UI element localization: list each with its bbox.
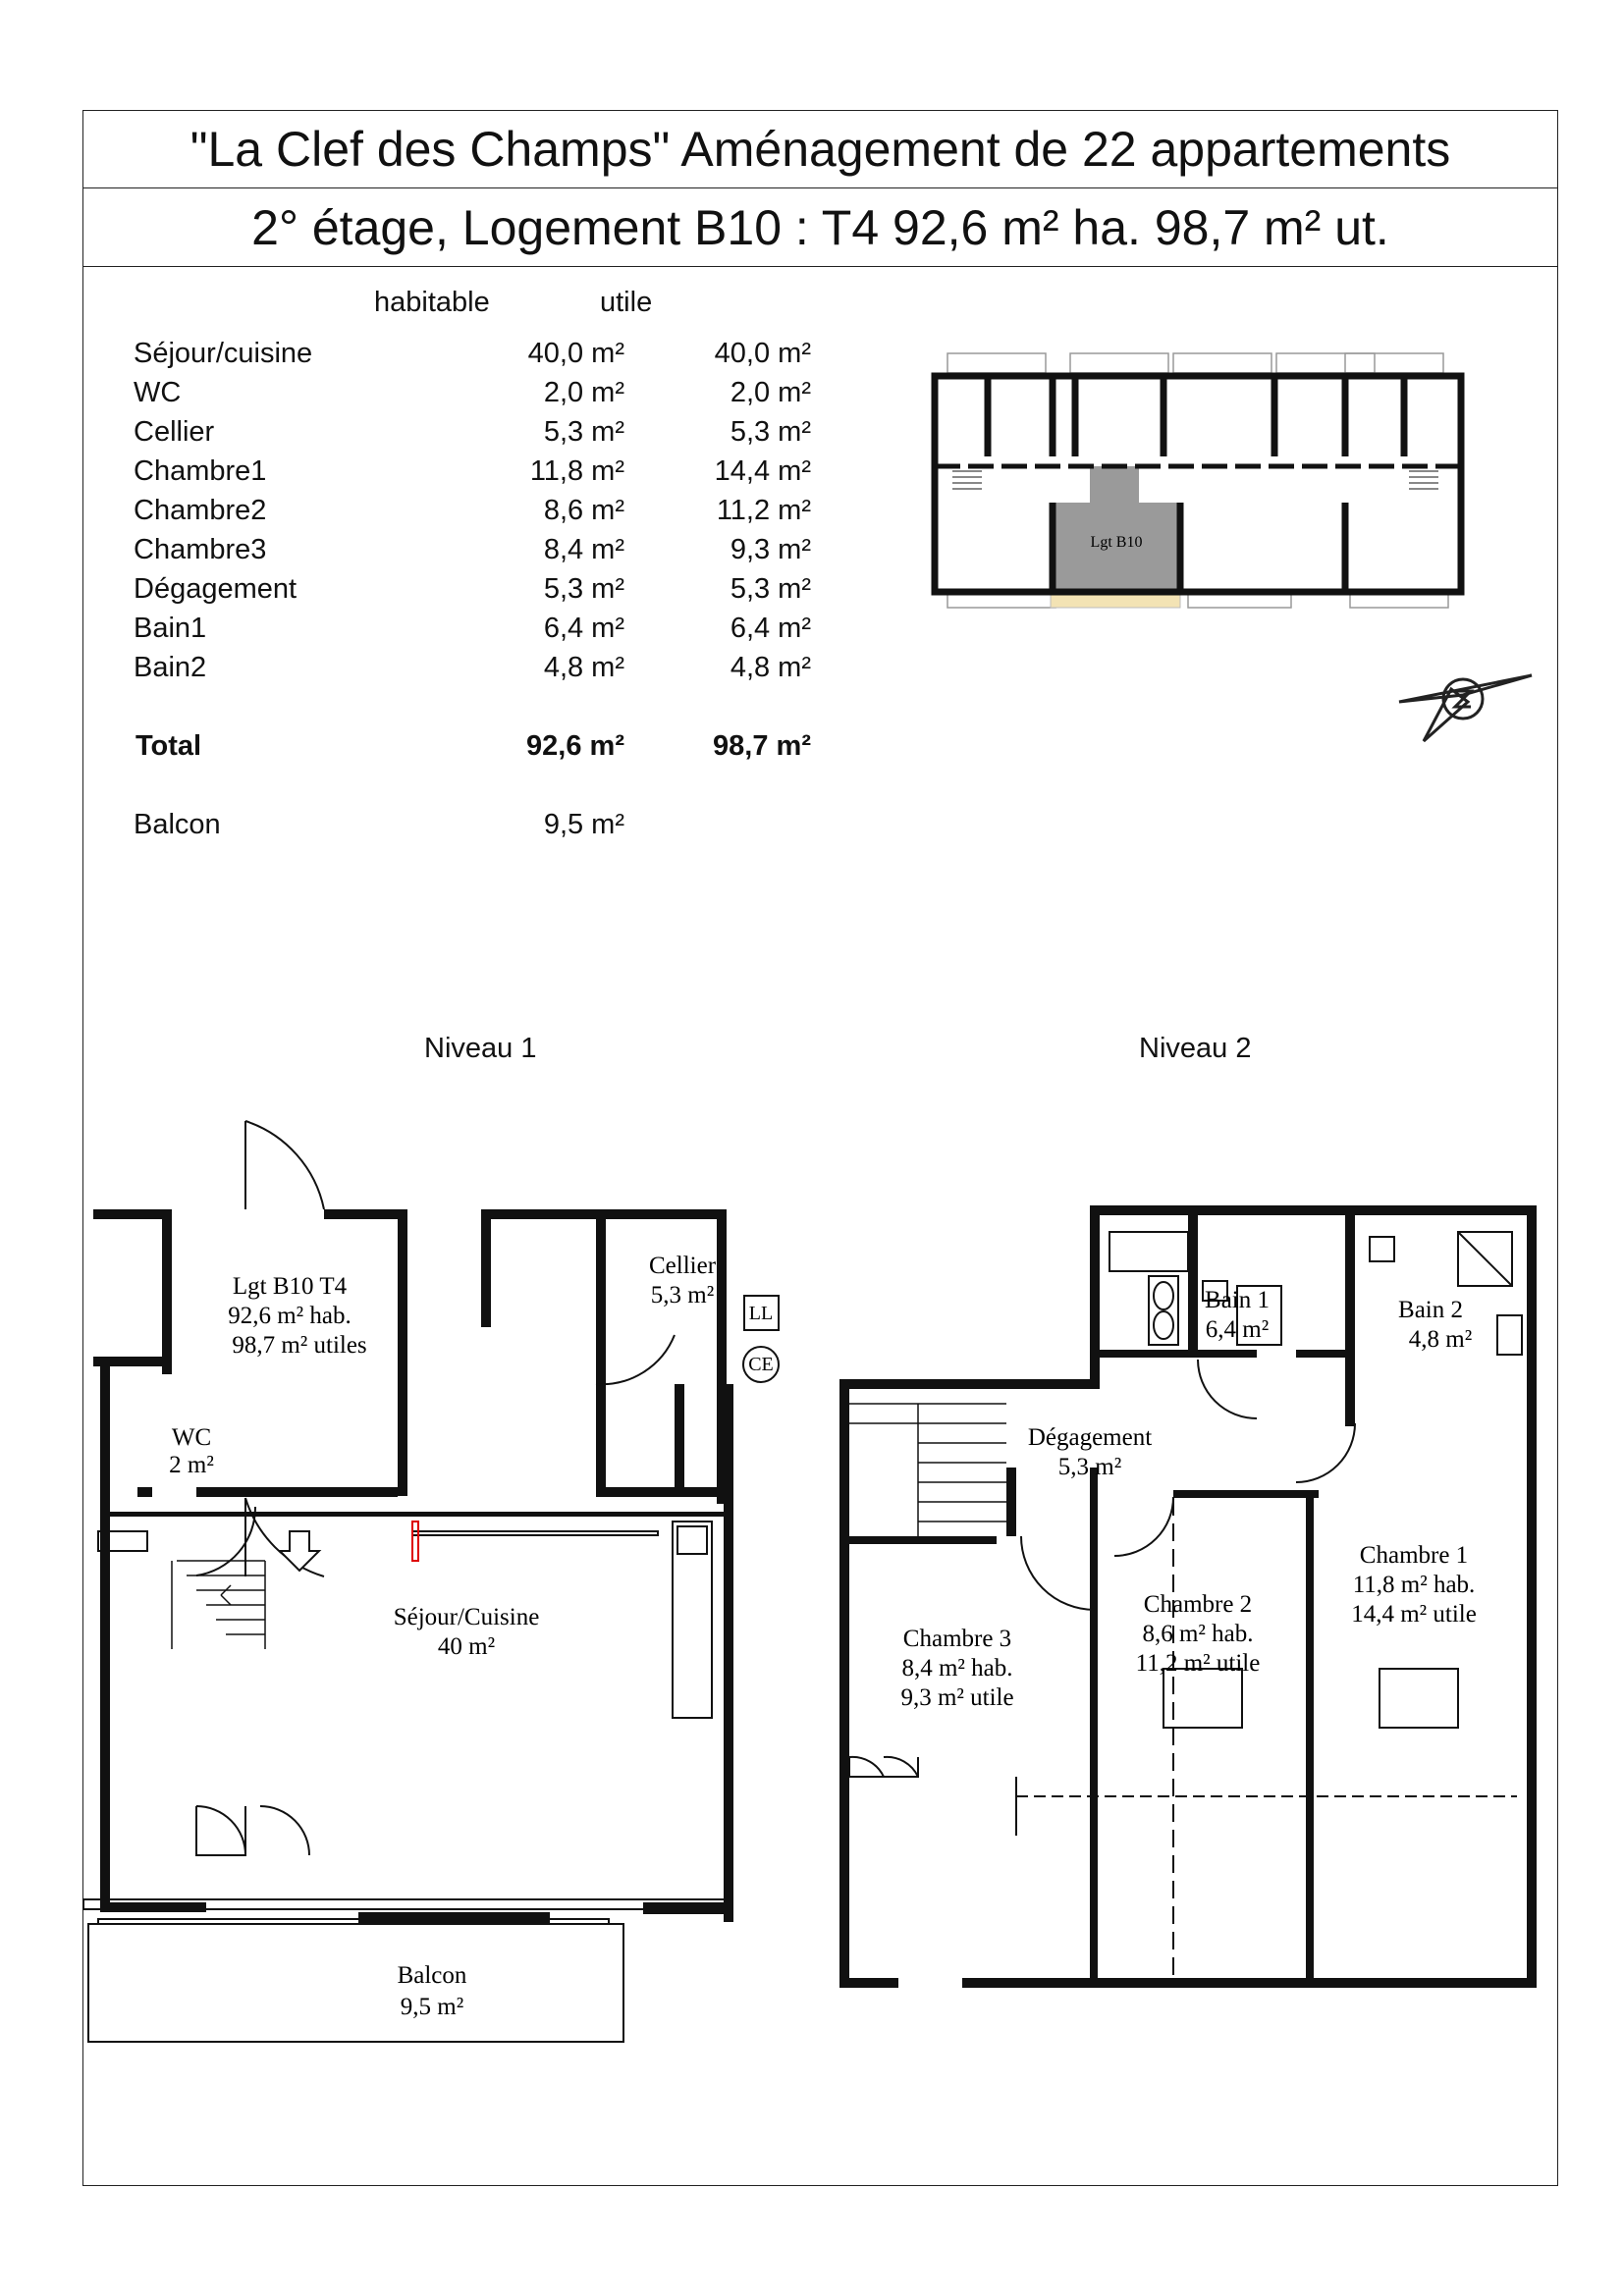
area-habitable: 40,0 m² — [527, 338, 624, 369]
ce-label: CE — [748, 1354, 774, 1375]
area-utile: 9,3 m² — [730, 534, 811, 565]
compass-icon — [1394, 648, 1542, 746]
area-habitable: 11,8 m² — [529, 455, 624, 487]
room-name: Dégagement — [134, 573, 298, 605]
floor-plan-level-1 — [79, 1099, 844, 2020]
area-habitable: 6,4 m² — [543, 613, 624, 644]
sejour-name: Séjour/Cuisine — [393, 1604, 540, 1630]
key-plan-unit — [1053, 466, 1180, 592]
key-plan-unit-label: Lgt B10 — [1090, 534, 1143, 551]
sheet-subtitle: 2° étage, Logement B10 : T4 92,6 m² ha. 98,7 m² ut. — [83, 188, 1557, 267]
room-name: Bain1 — [134, 613, 207, 644]
entry-utiles: 98,7 m² utiles — [232, 1332, 367, 1359]
area-utile: 11,2 m² — [716, 495, 811, 526]
chambre1-name: Chambre 1 — [1359, 1542, 1469, 1569]
chambre1-utile: 14,4 m² utile — [1351, 1601, 1477, 1628]
key-plan-balcony — [1051, 594, 1180, 608]
level-1-label: Niveau 1 — [424, 1033, 537, 1064]
level-2-label: Niveau 2 — [1139, 1033, 1252, 1064]
sejour-area: 40 m² — [437, 1633, 496, 1660]
col-header-utile: utile — [600, 287, 653, 318]
area-utile: 6,4 m² — [730, 613, 811, 644]
area-utile: 5,3 m² — [730, 416, 811, 448]
area-utile: 5,3 m² — [730, 573, 811, 605]
wc-area: 2 m² — [169, 1452, 214, 1478]
bain1-name: Bain 1 — [1205, 1287, 1270, 1313]
degagement-name: Dégagement — [1027, 1424, 1153, 1451]
bain1-area: 6,4 m² — [1205, 1316, 1270, 1343]
room-name: Chambre1 — [134, 455, 267, 487]
walls-level-1 — [93, 1209, 733, 1924]
area-habitable: 5,3 m² — [543, 416, 624, 448]
stair-arrow-icon — [221, 1585, 231, 1605]
entrance-arrow-icon — [280, 1531, 319, 1571]
total-habitable: 92,6 m² — [526, 730, 624, 762]
area-habitable: 5,3 m² — [543, 573, 624, 605]
total-label: Total — [135, 730, 202, 762]
entry-label: Lgt B10 T4 — [232, 1273, 348, 1300]
area-utile: 2,0 m² — [730, 377, 811, 408]
balcony-habitable: 9,5 m² — [543, 809, 624, 840]
key-plan — [923, 348, 1473, 623]
room-name: Bain2 — [134, 652, 207, 683]
wc-name: WC — [171, 1424, 212, 1451]
cellier-area: 5,3 m² — [650, 1282, 715, 1308]
col-header-habitable: habitable — [374, 287, 490, 318]
room-name: Séjour/cuisine — [134, 338, 313, 369]
room-name: WC — [134, 377, 182, 408]
chambre3-name: Chambre 3 — [902, 1626, 1012, 1652]
chambre2-hab: 8,6 m² hab. — [1142, 1621, 1254, 1647]
degagement-area: 5,3 m² — [1057, 1454, 1122, 1480]
area-utile: 14,4 m² — [714, 455, 811, 487]
ll-label: LL — [748, 1303, 774, 1324]
bain2-area: 4,8 m² — [1408, 1326, 1473, 1353]
floor-plan-level-2 — [825, 1188, 1561, 1855]
area-habitable: 2,0 m² — [543, 377, 624, 408]
bain2-name: Bain 2 — [1398, 1297, 1463, 1323]
balcony-label: Balcon — [134, 809, 221, 840]
area-utile: 4,8 m² — [730, 652, 811, 683]
entry-hab: 92,6 m² hab. — [228, 1303, 352, 1329]
room-name: Chambre3 — [134, 534, 267, 565]
area-habitable: 8,4 m² — [543, 534, 624, 565]
chambre3-utile: 9,3 m² utile — [900, 1684, 1014, 1711]
area-habitable: 4,8 m² — [543, 652, 624, 683]
area-habitable: 8,6 m² — [543, 495, 624, 526]
chambre3-hab: 8,4 m² hab. — [901, 1655, 1013, 1682]
balcon-name: Balcon — [397, 1962, 467, 1989]
balcon-area: 9,5 m² — [400, 1994, 464, 2020]
room-name: Chambre2 — [134, 495, 267, 526]
room-name: Cellier — [134, 416, 215, 448]
total-utile: 98,7 m² — [713, 730, 811, 762]
cellier-name: Cellier — [648, 1253, 717, 1279]
chambre2-utile: 11,2 m² utile — [1135, 1650, 1261, 1677]
area-utile: 40,0 m² — [714, 338, 811, 369]
chambre2-name: Chambre 2 — [1143, 1591, 1253, 1618]
chambre1-hab: 11,8 m² hab. — [1352, 1572, 1476, 1598]
sheet-title: "La Clef des Champs" Aménagement de 22 appartements — [83, 111, 1557, 188]
